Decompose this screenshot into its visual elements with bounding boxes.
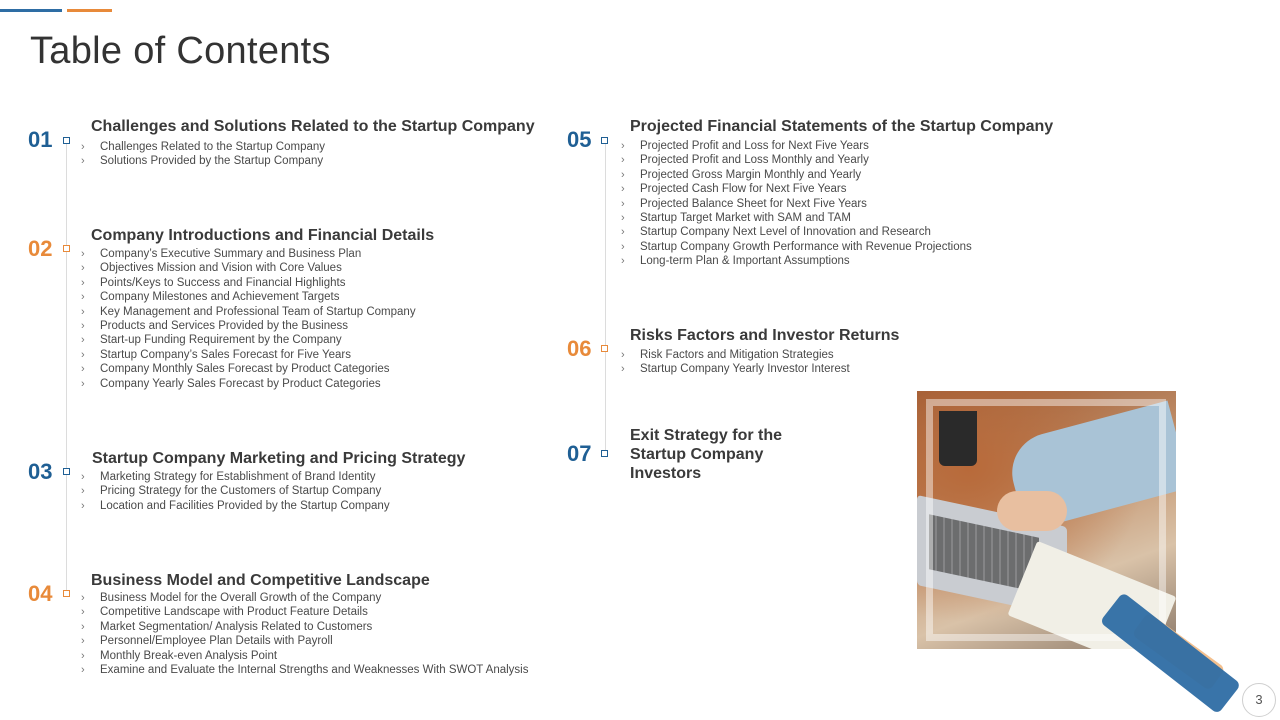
list-item[interactable]: › Monthly Break-even Analysis Point: [81, 649, 278, 662]
list-item[interactable]: › Company Milestones and Achievement Targets: [81, 291, 340, 304]
section-number-05: 05: [567, 127, 592, 152]
chevron-right-icon: ›: [81, 262, 85, 275]
chevron-right-icon: ›: [81, 499, 85, 512]
list-item[interactable]: › Startup Company Growth Performance with Revenue Projections: [621, 240, 972, 253]
chevron-right-icon: ›: [621, 226, 625, 239]
section-marker-06: [601, 345, 608, 352]
chevron-right-icon: ›: [81, 155, 85, 168]
section-heading-03[interactable]: Startup Company Marketing and Pricing Strategy: [92, 450, 466, 467]
list-item[interactable]: › Solutions Provided by the Startup Company: [81, 155, 324, 168]
list-item[interactable]: › Company Monthly Sales Forecast by Product Categories: [81, 363, 390, 376]
list-item[interactable]: › Startup Company Yearly Investor Interest: [621, 363, 850, 376]
list-item[interactable]: › Startup Company’s Sales Forecast for Five Years: [81, 348, 351, 361]
list-item[interactable]: › Location and Facilities Provided by the Startup Company: [81, 499, 390, 512]
list-item[interactable]: › Projected Profit and Loss Monthly and Yearly: [621, 154, 869, 167]
list-item[interactable]: › Long-term Plan & Important Assumptions: [621, 255, 850, 268]
section-heading-05[interactable]: Projected Financial Statements of the Startup Company: [630, 118, 1054, 135]
section-items-01: [81, 140, 325, 169]
section-number-06: 06: [567, 336, 592, 361]
chevron-right-icon: ›: [621, 255, 625, 268]
list-item[interactable]: › Projected Profit and Loss for Next Five Years: [621, 140, 869, 152]
section-marker-04: [63, 590, 70, 597]
list-item[interactable]: › Projected Gross Margin Monthly and Yearly: [621, 168, 862, 181]
left-timeline-line: [66, 140, 67, 595]
chevron-right-icon: ›: [81, 635, 85, 648]
list-item[interactable]: › Company Yearly Sales Forecast by Product Categories: [81, 377, 381, 390]
chevron-right-icon: ›: [621, 183, 625, 196]
section-number-07: 07: [567, 441, 592, 466]
page-title: Table of Contents: [30, 30, 331, 72]
list-item[interactable]: › Startup Target Market with SAM and TAM: [621, 212, 851, 225]
list-item[interactable]: › Start-up Funding Requirement by the Company: [81, 334, 342, 347]
section-number-02: 02: [28, 236, 53, 261]
chevron-right-icon: ›: [81, 377, 85, 390]
chevron-right-icon: ›: [621, 349, 625, 361]
list-item[interactable]: › Products and Services Provided by the Business: [81, 320, 349, 333]
section-heading-07-line-1: Exit Strategy for the: [630, 427, 783, 444]
list-item[interactable]: › Key Management and Professional Team of Startup Company: [81, 305, 416, 318]
list-item[interactable]: › Examine and Evaluate the Internal Strengths and Weaknesses With SWOT Analysis: [81, 664, 529, 677]
chevron-right-icon: ›: [621, 212, 625, 225]
section-heading-02[interactable]: Company Introductions and Financial Details: [91, 227, 435, 244]
chevron-right-icon: ›: [81, 291, 85, 304]
list-item[interactable]: › Pricing Strategy for the Customers of Startup Company: [81, 485, 382, 498]
chevron-right-icon: ›: [81, 620, 85, 633]
chevron-right-icon: ›: [81, 664, 85, 677]
chevron-right-icon: ›: [621, 197, 625, 210]
chevron-right-icon: ›: [621, 140, 625, 152]
chevron-right-icon: ›: [81, 141, 85, 153]
chevron-right-icon: ›: [621, 154, 625, 167]
section-marker-07: [601, 450, 608, 457]
chevron-right-icon: ›: [81, 248, 85, 260]
chevron-right-icon: ›: [621, 240, 625, 253]
page-number: 3: [1242, 683, 1276, 717]
list-item[interactable]: › Projected Balance Sheet for Next Five Years: [621, 197, 867, 210]
section-heading-07[interactable]: [630, 426, 782, 483]
top-accent-bar-blue: [0, 9, 62, 12]
section-items-06: [621, 348, 850, 377]
section-items-02: [81, 247, 416, 391]
chevron-right-icon: ›: [81, 592, 85, 604]
list-item[interactable]: › Market Segmentation/ Analysis Related to Customers: [81, 620, 373, 633]
chevron-right-icon: ›: [621, 363, 625, 376]
chevron-right-icon: ›: [81, 334, 85, 347]
list-item[interactable]: › Marketing Strategy for Establishment of Brand Identity: [81, 471, 376, 483]
section-heading-07-line-3: Investors: [630, 465, 702, 482]
section-marker-05: [601, 137, 608, 144]
section-number-04: 04: [28, 581, 53, 606]
chevron-right-icon: ›: [81, 485, 85, 498]
chevron-right-icon: ›: [81, 471, 85, 483]
section-marker-02: [63, 245, 70, 252]
section-items-05: [621, 139, 972, 269]
section-heading-06[interactable]: Risks Factors and Investor Returns: [630, 327, 900, 344]
section-heading-04[interactable]: Business Model and Competitive Landscape: [91, 572, 430, 589]
section-items-03: [81, 470, 390, 513]
section-number-01: 01: [28, 127, 53, 152]
chevron-right-icon: ›: [81, 649, 85, 662]
list-item[interactable]: › Objectives Mission and Vision with Core Values: [81, 262, 342, 275]
list-item[interactable]: › Startup Company Next Level of Innovation and Research: [621, 226, 931, 239]
list-item[interactable]: › Competitive Landscape with Product Feature Details: [81, 606, 368, 619]
section-heading-07-line-2: Startup Company: [630, 446, 764, 463]
list-item[interactable]: › Challenges Related to the Startup Company: [81, 141, 326, 153]
chevron-right-icon: ›: [81, 276, 85, 289]
list-item[interactable]: › Personnel/Employee Plan Details with Payroll: [81, 635, 333, 648]
chevron-right-icon: ›: [81, 348, 85, 361]
section-marker-03: [63, 468, 70, 475]
list-item[interactable]: › Company’s Executive Summary and Business Plan: [81, 248, 362, 260]
section-number-03: 03: [28, 459, 53, 484]
list-item[interactable]: › Points/Keys to Success and Financial Highlights: [81, 276, 346, 289]
section-heading-01[interactable]: Challenges and Solutions Related to the Startup Company: [91, 118, 535, 135]
list-item[interactable]: › Business Model for the Overall Growth of the Company: [81, 592, 382, 604]
list-item[interactable]: › Risk Factors and Mitigation Strategies: [621, 349, 834, 361]
right-timeline-line: [605, 140, 606, 455]
section-items-04: [81, 591, 529, 677]
section-marker-01: [63, 137, 70, 144]
chevron-right-icon: ›: [621, 168, 625, 181]
chevron-right-icon: ›: [81, 606, 85, 619]
chevron-right-icon: ›: [81, 320, 85, 333]
chevron-right-icon: ›: [81, 305, 85, 318]
chevron-right-icon: ›: [81, 363, 85, 376]
top-accent-bar-orange: [67, 9, 112, 12]
list-item[interactable]: › Projected Cash Flow for Next Five Years: [621, 183, 847, 196]
